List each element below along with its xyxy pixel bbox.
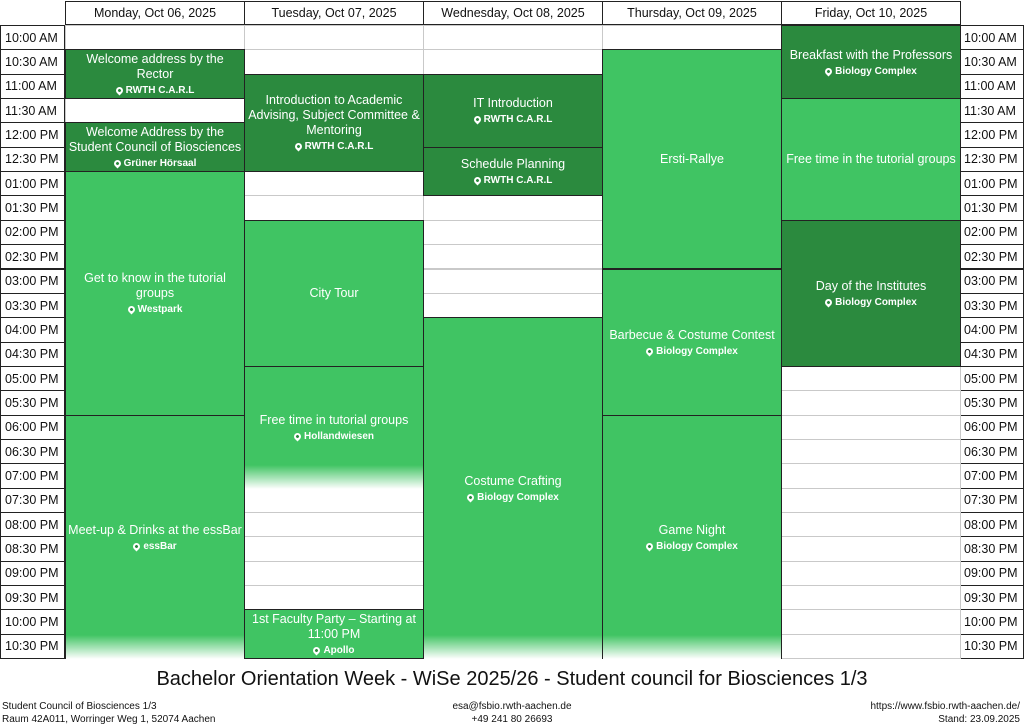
event-block[interactable] (244, 609, 424, 659)
location-pin-icon (645, 346, 655, 356)
time-label-left: 12:30 PM (0, 147, 65, 172)
time-label-right: 03:30 PM (959, 293, 1024, 318)
location-pin-icon (472, 176, 482, 186)
time-label-right: 08:00 PM (959, 512, 1024, 537)
time-label-left: 02:30 PM (0, 244, 65, 269)
event-block[interactable] (65, 171, 245, 416)
event-block[interactable] (781, 220, 961, 367)
event-fade-overlay (603, 635, 781, 659)
event-title: Day of the Institutes (815, 278, 927, 293)
footer-meta (870, 700, 1020, 726)
empty-slot[interactable] (781, 536, 961, 561)
time-label-left: 07:00 PM (0, 463, 65, 488)
event-title: Costume Crafting (464, 474, 562, 489)
event-location-text: RWTH C.A.R.L (483, 114, 553, 126)
event-location-text: essBar (143, 540, 177, 552)
event-location-text: Apollo (323, 645, 355, 657)
footer-website[interactable]: https://www.fsbio.rwth-aachen.de/ (870, 701, 1020, 712)
event-title: Welcome address by the Rector (86, 52, 224, 82)
empty-slot[interactable] (781, 366, 961, 391)
empty-slot[interactable] (781, 488, 961, 513)
time-label-right: 11:30 AM (959, 98, 1024, 123)
event-title: Schedule Planning (460, 157, 566, 172)
event-title: Breakfast with the Professors (789, 47, 953, 62)
empty-slot[interactable] (781, 609, 961, 634)
footer-address (2, 700, 215, 726)
event-location-text: Biology Complex (656, 345, 738, 357)
event-location (474, 175, 553, 186)
event-title: Free time in tutorial groups (259, 413, 409, 428)
location-pin-icon (112, 159, 122, 169)
event-title: Welcome Address by the Student Council of Biosciences (68, 125, 242, 155)
time-label-left: 04:00 PM (0, 317, 65, 342)
time-label-left: 11:00 AM (0, 74, 65, 99)
event-block[interactable] (781, 98, 961, 221)
time-label-left: 09:30 PM (0, 585, 65, 610)
event-location-text: RWTH C.A.R.L (125, 85, 195, 97)
footer-email[interactable]: esa@fsbio.rwth-aachen.de (452, 701, 572, 712)
event-location (116, 85, 195, 96)
empty-slot[interactable] (244, 49, 424, 74)
time-label-left: 10:00 PM (0, 609, 65, 634)
empty-slot[interactable] (244, 536, 424, 561)
event-location (114, 158, 197, 169)
empty-slot[interactable] (244, 171, 424, 196)
time-label-left: 08:00 PM (0, 512, 65, 537)
event-location (313, 645, 354, 656)
event-block[interactable] (244, 366, 424, 489)
event-location (295, 141, 374, 152)
footer-org: Student Council of Biosciences 1/3 (2, 701, 157, 712)
event-location-text: Biology Complex (835, 65, 917, 77)
time-label-left: 10:30 PM (0, 634, 65, 659)
time-label-right: 10:00 PM (959, 609, 1024, 634)
time-label-left: 06:30 PM (0, 439, 65, 464)
empty-slot[interactable] (65, 25, 245, 50)
empty-slot[interactable] (781, 439, 961, 464)
time-label-right: 01:30 PM (959, 195, 1024, 220)
event-location (474, 114, 553, 125)
time-label-left: 03:00 PM (0, 269, 65, 294)
event-title: Game Night (658, 522, 726, 537)
event-title: Meet-up & Drinks at the essBar (68, 522, 242, 537)
empty-slot[interactable] (244, 585, 424, 610)
location-pin-icon (126, 305, 136, 315)
day-header-0: Monday, Oct 06, 2025 (65, 1, 245, 25)
event-location-text: Biology Complex (477, 492, 559, 504)
event-block[interactable] (244, 74, 424, 172)
event-block[interactable] (244, 220, 424, 367)
time-label-left: 12:00 PM (0, 122, 65, 147)
time-label-right: 07:30 PM (959, 488, 1024, 513)
time-label-right: 02:00 PM (959, 220, 1024, 245)
event-location-text: RWTH C.A.R.L (304, 141, 374, 153)
empty-slot[interactable] (65, 98, 245, 123)
event-location (646, 346, 738, 357)
event-title: Barbecue & Costume Contest (609, 327, 775, 342)
event-block[interactable] (602, 269, 782, 416)
empty-slot[interactable] (423, 269, 603, 294)
time-label-left: 09:00 PM (0, 561, 65, 586)
time-label-right: 03:00 PM (959, 269, 1024, 294)
time-label-right: 10:30 PM (959, 634, 1024, 659)
empty-slot[interactable] (423, 244, 603, 269)
event-title: IT Introduction (473, 96, 553, 111)
empty-slot[interactable] (244, 512, 424, 537)
time-label-right: 01:00 PM (959, 171, 1024, 196)
empty-slot[interactable] (781, 463, 961, 488)
location-pin-icon (824, 66, 834, 76)
empty-slot[interactable] (781, 390, 961, 415)
time-label-right: 06:00 PM (959, 415, 1024, 440)
time-label-left: 08:30 PM (0, 536, 65, 561)
event-location-text: RWTH C.A.R.L (483, 175, 553, 187)
time-label-right: 09:00 PM (959, 561, 1024, 586)
empty-slot[interactable] (244, 488, 424, 513)
time-label-left: 10:30 AM (0, 49, 65, 74)
event-block[interactable] (65, 122, 245, 172)
time-label-right: 04:30 PM (959, 342, 1024, 367)
time-label-right: 11:00 AM (959, 74, 1024, 99)
day-header-2: Wednesday, Oct 08, 2025 (423, 1, 603, 25)
event-location (467, 492, 559, 503)
empty-slot[interactable] (781, 634, 961, 659)
event-block[interactable] (602, 415, 782, 660)
location-pin-icon (472, 115, 482, 125)
time-label-left: 01:30 PM (0, 195, 65, 220)
event-location (825, 66, 917, 77)
time-label-right: 12:30 PM (959, 147, 1024, 172)
time-label-left: 03:30 PM (0, 293, 65, 318)
event-title: 1st Faculty Party – Starting at 11:00 PM (252, 612, 416, 642)
time-label-left: 01:00 PM (0, 171, 65, 196)
location-pin-icon (466, 493, 476, 503)
empty-slot[interactable] (423, 220, 603, 245)
day-header-3: Thursday, Oct 09, 2025 (602, 1, 782, 25)
empty-slot[interactable] (423, 293, 603, 318)
time-label-right: 10:30 AM (959, 49, 1024, 74)
time-label-right: 08:30 PM (959, 536, 1024, 561)
location-pin-icon (645, 541, 655, 551)
time-label-right: 12:00 PM (959, 122, 1024, 147)
event-location (646, 541, 738, 552)
time-label-left: 05:30 PM (0, 390, 65, 415)
event-location-text: Hollandwiesen (303, 431, 374, 443)
time-label-right: 07:00 PM (959, 463, 1024, 488)
footer-date: Stand: 23.09.2025 (938, 714, 1020, 725)
empty-slot[interactable] (781, 585, 961, 610)
event-title: Introduction to Academic Advising, Subject Committee & Mentoring (248, 93, 420, 138)
day-header-1: Tuesday, Oct 07, 2025 (244, 1, 424, 25)
location-pin-icon (312, 646, 322, 656)
time-label-left: 04:30 PM (0, 342, 65, 367)
event-block[interactable] (781, 25, 961, 99)
event-block[interactable] (423, 147, 603, 197)
time-label-right: 09:30 PM (959, 585, 1024, 610)
empty-slot[interactable] (244, 561, 424, 586)
time-label-left: 05:00 PM (0, 366, 65, 391)
empty-slot[interactable] (423, 49, 603, 74)
event-location-text: Biology Complex (835, 296, 917, 308)
empty-slot[interactable] (781, 512, 961, 537)
event-fade-overlay (66, 635, 244, 659)
event-title: Get to know in the tutorial groups (84, 271, 226, 301)
empty-slot[interactable] (244, 195, 424, 220)
time-label-right: 04:00 PM (959, 317, 1024, 342)
event-block[interactable] (602, 49, 782, 269)
page-title: Bachelor Orientation Week - WiSe 2025/26 - Student council for Biosciences 1/3 (156, 668, 868, 690)
footer-phone: +49 241 80 26693 (471, 714, 553, 725)
time-label-left: 02:00 PM (0, 220, 65, 245)
time-label-left: 10:00 AM (0, 25, 65, 50)
time-label-left: 11:30 AM (0, 98, 65, 123)
footer-contact (412, 700, 612, 726)
empty-slot[interactable] (244, 25, 424, 50)
empty-slot[interactable] (423, 195, 603, 220)
day-header-4: Friday, Oct 10, 2025 (781, 1, 961, 25)
time-label-right: 05:00 PM (959, 366, 1024, 391)
time-label-right: 10:00 AM (959, 25, 1024, 50)
location-pin-icon (824, 297, 834, 307)
event-block[interactable] (423, 74, 603, 148)
footer-room: Raum 42A011, Worringer Weg 1, 52074 Aachen (2, 714, 216, 725)
location-pin-icon (293, 142, 303, 152)
event-block[interactable] (65, 415, 245, 660)
empty-slot[interactable] (602, 25, 782, 50)
event-location (825, 297, 917, 308)
empty-slot[interactable] (781, 415, 961, 440)
event-title: Ersti-Rallye (660, 151, 724, 166)
empty-slot[interactable] (423, 25, 603, 50)
event-location (133, 541, 176, 552)
event-block[interactable] (423, 317, 603, 659)
location-pin-icon (114, 86, 124, 96)
event-location (294, 431, 374, 442)
event-title: City Tour (309, 285, 359, 300)
time-label-right: 06:30 PM (959, 439, 1024, 464)
empty-slot[interactable] (781, 561, 961, 586)
event-location-text: Grüner Hörsaal (123, 158, 197, 170)
event-location-text: Westpark (137, 304, 183, 316)
time-label-right: 05:30 PM (959, 390, 1024, 415)
event-block[interactable] (65, 49, 245, 99)
event-location-text: Biology Complex (656, 540, 738, 552)
event-title: Free time in the tutorial groups (786, 151, 956, 166)
location-pin-icon (293, 432, 303, 442)
event-location (128, 304, 183, 315)
time-label-left: 07:30 PM (0, 488, 65, 513)
time-label-right: 02:30 PM (959, 244, 1024, 269)
location-pin-icon (132, 541, 142, 551)
time-label-left: 06:00 PM (0, 415, 65, 440)
event-fade-overlay (245, 465, 423, 489)
event-fade-overlay (424, 635, 602, 659)
